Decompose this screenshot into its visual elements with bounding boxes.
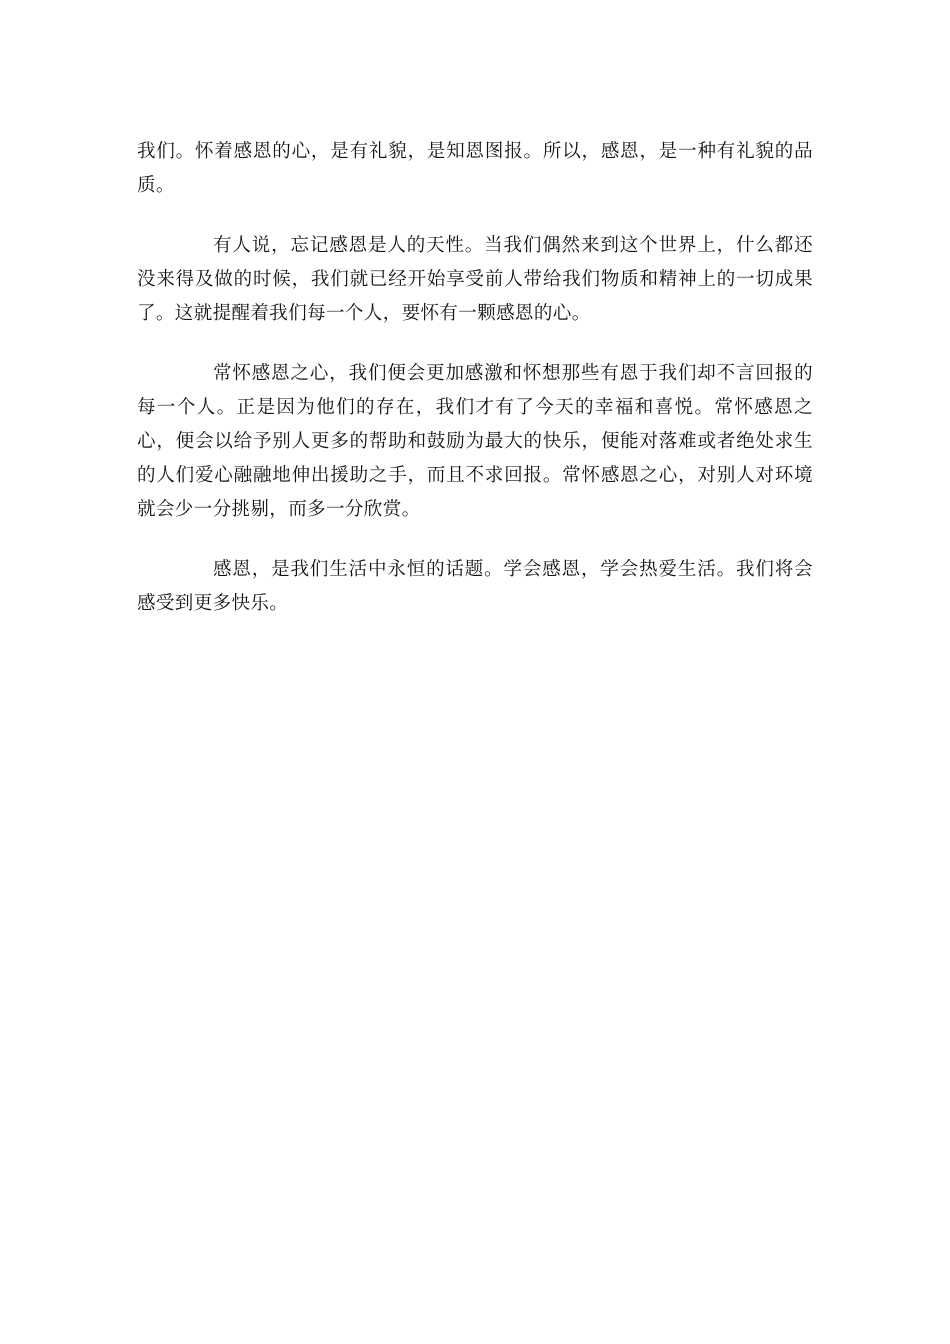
paragraph-forgetting-gratitude: 有人说，忘记感恩是人的天性。当我们偶然来到这个世界上，什么都还没来得及做的时候，我们就已经开始享受前人带给我们物质和精神上的一切成果了。这就提醒着我们每一个人，要怀有一颗感恩的心。 (137, 235, 813, 324)
paragraph-conclusion: 感恩，是我们生活中永恒的话题。学会感恩，学会热爱生活。我们将会感受到更多快乐。 (137, 559, 813, 614)
paragraph-grateful-heart: 常怀感恩之心，我们便会更加感激和怀想那些有恩于我们却不言回报的每一个人。正是因为他们的存在，我们才有了今天的幸福和喜悦。常怀感恩之心，便会以给予别人更多的帮助和鼓励为最大的快乐，便能对落难或者绝处求生的人们爱心融融地伸出援助之手，而且不求回报。常怀感恩之心，对别人对环境就会少一分挑剔，而多一分欣赏。 (137, 363, 813, 520)
document-body (137, 135, 813, 647)
paragraph-continuation: 我们。怀着感恩的心，是有礼貌，是知恩图报。所以，感恩，是一种有礼貌的品质。 (137, 141, 813, 196)
